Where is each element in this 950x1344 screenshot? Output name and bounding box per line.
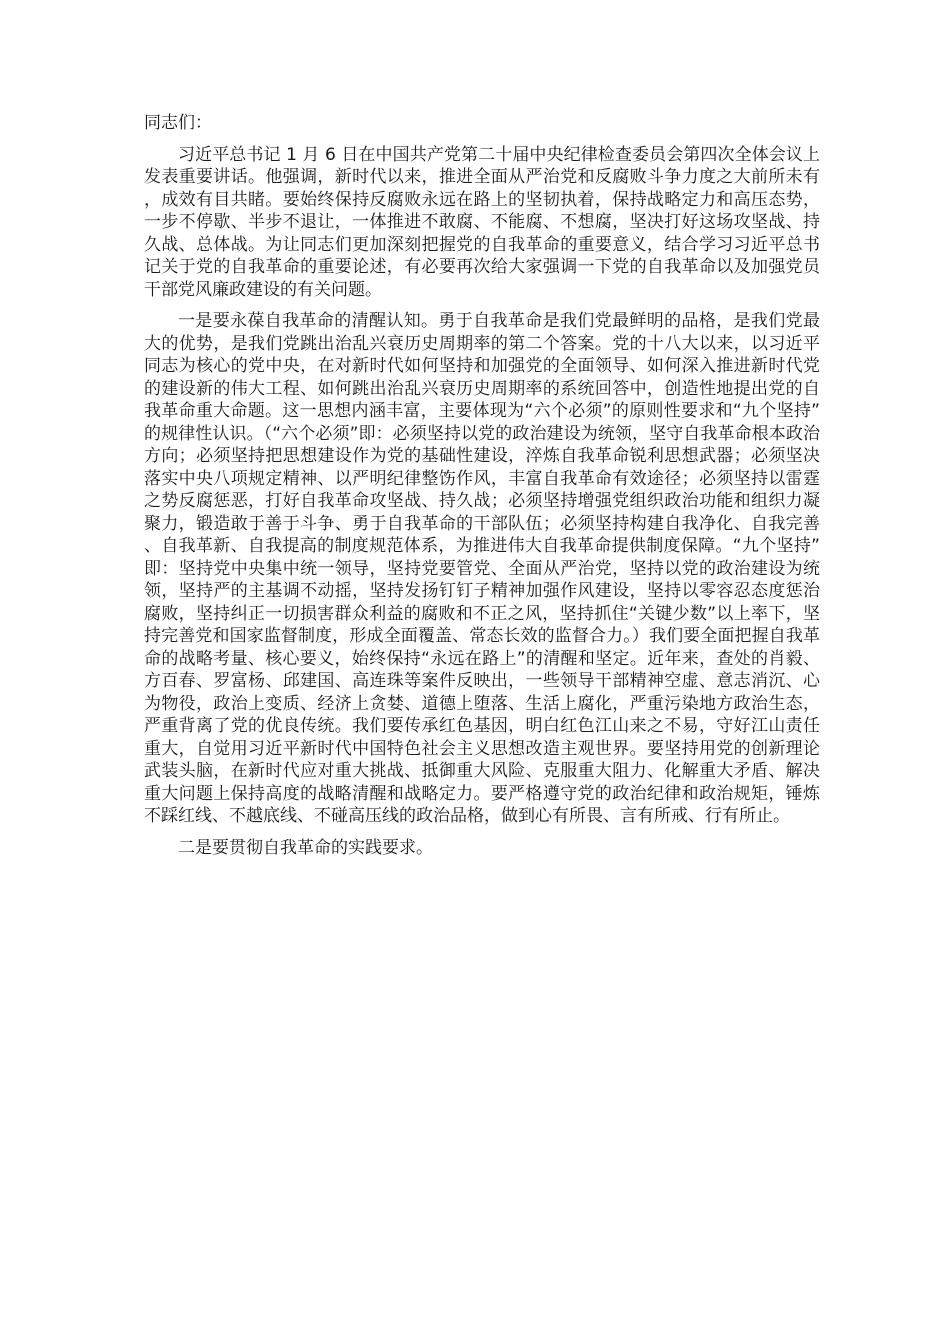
paragraph-intro: 习近平总书记 1 月 6 日在中国共产党第二十届中央纪律检查委员会第四次全体会议上发表重要讲话。他强调，新时代以来，推进全面从严治党和反腐败斗争力度之大前所未有，成效有目共睹。要始终保持反腐败永远在路上的坚韧执着，保持战略定力和高压态势，一步不停歇、半步不退让，一体推进不敢腐、不能腐、不想腐，坚决打好这场攻坚战、持久战、总体战。为让同志们更加深刻把握党的自我革命的重要意义，结合学习习近平总书记关于党的自我革命的重要论述，有必要再次给大家强调一下党的自我革命以及加强党员干部党风廉政建设的有关问题。 (144, 144, 820, 300)
document-body (144, 112, 820, 868)
salutation: 同志们： (144, 113, 212, 133)
paragraph-point-two: 二是要贯彻自我革命的实践要求。 (178, 837, 433, 858)
paragraph-point-one: 一是要永葆自我革命的清醒认知。勇于自我革命是我们党最鲜明的品格，是我们党最大的优势，是我们党跳出治乱兴衰历史周期率的第二个答案。党的十八大以来，以习近平同志为核心的党中央，在对新时代如何坚持和加强党的全面领导、如何深入推进新时代党的建设新的伟大工程、如何跳出治乱兴衰历史周期率的系统回答中，创造性地提出党的自我革命重大命题。这一思想内涵丰富，主要体现为“六个必须”的原则性要求和“九个坚持”的规律性认识。（“六个必须”即：必须坚持以党的政治建设为统领，坚守自我革命根本政治方向；必须坚持把思想建设作为党的基础性建设，淬炼自我革命锐利思想武器；必须坚决落实中央八项规定精神、以严明纪律整饬作风，丰富自我革命有效途径；必须坚持以雷霆之势反腐惩恶，打好自我革命攻坚战、持久战；必须坚持增强党组织政治功能和组织力凝聚力，锻造敢于善于斗争、勇于自我革命的干部队伍；必须坚持构建自我净化、自我完善、自我革新、自我提高的制度规范体系，为推进伟大自我革命提供制度保障。“九个坚持”即：坚持党中央集中统一领导，坚持党要管党、全面从严治党，坚持以党的政治建设为统领，坚持严的主基调不动摇，坚持发扬钉钉子精神加强作风建设，坚持以零容忍态度惩治腐败，坚持纠正一切损害群众利益的腐败和不正之风，坚持抓住“关键少数”以上率下，坚持完善党和国家监督制度，形成全面覆盖、常态长效的监督合力。）我们要全面把握自我革命的战略考量、核心要义，始终保持“永远在路上”的清醒和坚定。近年来，查处的肖毅、方百春、罗富杨、邱建国、高连珠等案件反映出，一些领导干部精神空虚、意志消沉、心为物役，政治上变质、经济上贪婪、道德上堕落、生活上腐化，严重污染地方政治生态，严重背离了党的优良传统。我们要传承红色基因，明白红色江山来之不易，守好江山责任重大，自觉用习近平新时代中国特色社会主义思想改造主观世界。要坚持用党的创新理论武装头脑，在新时代应对重大挑战、抵御重大风险、克服重大阻力、化解重大矛盾、解决重大问题上保持高度的战略清醒和战略定力。要严格遵守党的政治纪律和政治规矩，锤炼不踩红线、不越底线、不碰高压线的政治品格，做到心有所畏、言有所戒、行有所止。 (144, 311, 820, 826)
